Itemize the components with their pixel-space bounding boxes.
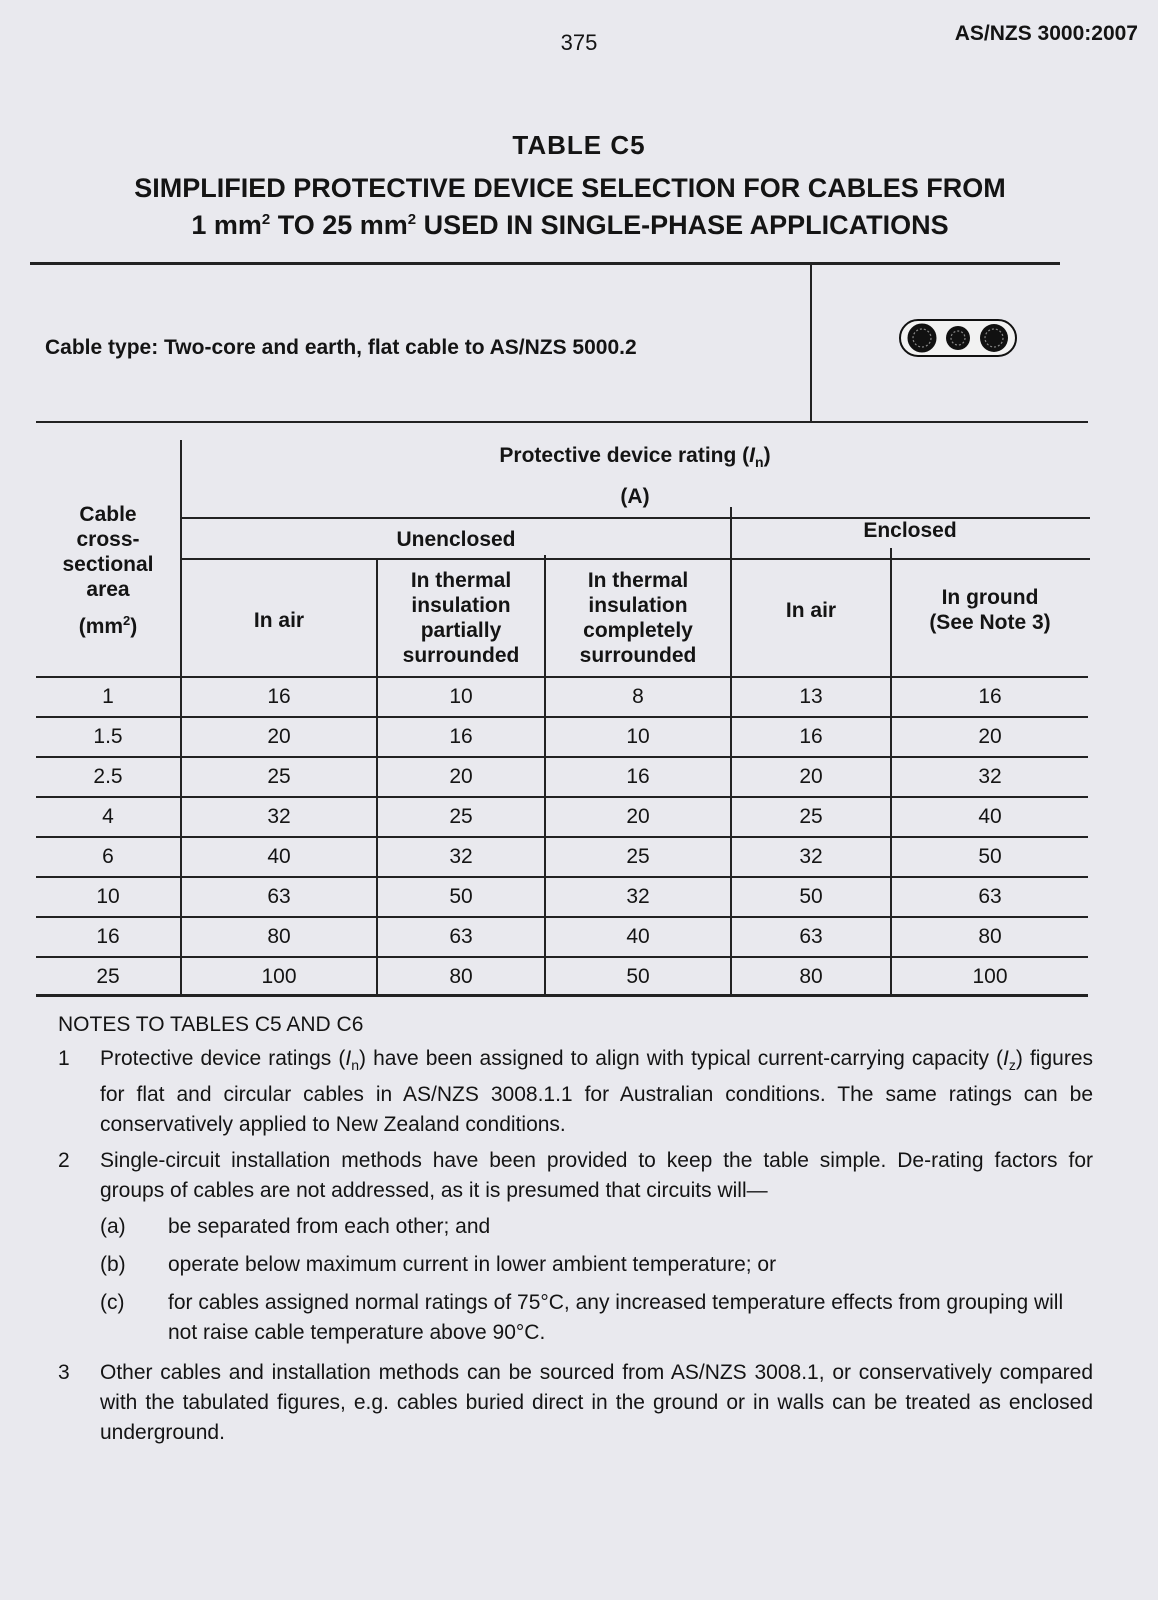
note-1 xyxy=(58,1044,1093,1140)
rating-header-sub: n xyxy=(755,454,764,471)
cell-complete: 8 xyxy=(632,685,644,708)
cell-unenclosed-air: 32 xyxy=(267,805,291,828)
cell-partial: 25 xyxy=(449,805,473,828)
col-header-enclosed-air: In air xyxy=(785,598,837,622)
rating-header xyxy=(182,436,1088,516)
complete-label-1: In thermal xyxy=(587,569,689,592)
cell-area: 25 xyxy=(96,965,120,988)
rating-header-a: Protective device rating ( xyxy=(499,444,750,468)
cell-enclosed-air: 80 xyxy=(799,965,823,988)
cell-complete: 10 xyxy=(626,725,650,748)
cell-partial: 32 xyxy=(449,845,473,868)
complete-label-3: completely xyxy=(583,619,693,642)
subtitle-text-b: TO 25 mm xyxy=(270,210,408,240)
subtitle-sup-1: 2 xyxy=(261,211,271,228)
cell-complete: 32 xyxy=(626,885,650,908)
area-unit-b: ) xyxy=(130,614,138,638)
cell-area: 1.5 xyxy=(93,725,123,748)
rating-header-b: ) xyxy=(763,444,771,468)
group-enclosed: Enclosed xyxy=(863,518,957,542)
cell-area: 10 xyxy=(96,885,120,908)
col-header-partial xyxy=(378,560,544,676)
note-1-number: 1 xyxy=(58,1047,70,1070)
note-1-i2: I xyxy=(1003,1047,1009,1070)
cell-partial: 16 xyxy=(449,725,473,748)
cell-unenclosed-air: 20 xyxy=(267,725,291,748)
table-header-top-rule xyxy=(36,421,1088,423)
table-subtitle xyxy=(40,172,1100,241)
cell-unenclosed-air: 16 xyxy=(267,685,291,708)
table-subtitle-line2 xyxy=(40,204,1100,241)
note-2-item-c-label: (c) xyxy=(100,1291,125,1315)
complete-label-4: surrounded xyxy=(579,644,697,667)
cell-enclosed-air: 32 xyxy=(799,845,823,868)
group-unenclosed: Unenclosed xyxy=(396,527,516,551)
area-unit xyxy=(79,608,138,639)
note-2-item-c-text: for cables assigned normal ratings of 75°C, any increased temperature effects from grouping will not raise cable temperature above 90°C. xyxy=(168,1291,1064,1345)
rating-header-i: I xyxy=(749,444,756,468)
notes-section xyxy=(58,1010,1093,1454)
note-3-number: 3 xyxy=(58,1361,70,1385)
area-label-2: cross- xyxy=(76,527,140,551)
cell-area: 2.5 xyxy=(93,765,123,788)
note-2 xyxy=(58,1146,1093,1206)
cell-area: 16 xyxy=(96,925,120,948)
col-header-in-air: In air xyxy=(253,608,305,632)
area-label-3: sectional xyxy=(62,552,154,576)
partial-label-4: surrounded xyxy=(402,644,520,667)
note-3-text: Other cables and installation methods can be sourced from AS/NZS 3008.1, or conservatively compared with the tabulated figures, e.g. cables buried direct in the ground or in walls can be treated as enclosed underground. xyxy=(100,1361,1093,1445)
table-title: TABLE C5 xyxy=(512,130,646,160)
ground-label-1: In ground xyxy=(941,586,1039,609)
note-2-item-a-label: (a) xyxy=(100,1215,126,1239)
cell-unenclosed-air: 80 xyxy=(267,925,291,948)
note-1-sub2: z xyxy=(1008,1057,1016,1074)
cell-area: 1 xyxy=(102,685,114,708)
partial-label-1: In thermal xyxy=(410,569,512,592)
complete-label-2: insulation xyxy=(588,594,688,617)
cell-unenclosed-air: 25 xyxy=(267,765,291,788)
cell-partial: 10 xyxy=(449,685,473,708)
cell-complete: 50 xyxy=(626,965,650,988)
cell-partial: 80 xyxy=(449,965,473,988)
area-unit-sup: 2 xyxy=(123,612,131,628)
ground-label-2: (See Note 3) xyxy=(929,611,1051,634)
note-2-text: Single-circuit installation methods have been provided to keep the table simple. De-rating factors for groups of cables are not addressed, as it is presumed that circuits will— xyxy=(100,1149,1093,1203)
cell-enclosed-air: 16 xyxy=(799,725,823,748)
cell-enclosed-air: 50 xyxy=(799,885,823,908)
area-unit-a: (mm xyxy=(78,614,124,638)
cell-ground: 32 xyxy=(978,765,1002,788)
cell-enclosed-air: 20 xyxy=(799,765,823,788)
note-2-item-a xyxy=(100,1212,1093,1242)
page-number: 375 xyxy=(560,30,598,55)
cell-unenclosed-air: 40 xyxy=(267,845,291,868)
col-header-complete xyxy=(546,560,730,676)
rating-unit: (A) xyxy=(620,484,650,508)
partial-label-2: insulation xyxy=(411,594,511,617)
cell-unenclosed-air: 63 xyxy=(267,885,291,908)
subtitle-text-a: 1 mm xyxy=(191,210,262,240)
subtitle-sup-2: 2 xyxy=(407,211,417,228)
cable-box-top-rule xyxy=(30,262,1060,265)
cell-ground: 100 xyxy=(972,965,1008,988)
note-2-item-a-text: be separated from each other; and xyxy=(168,1215,491,1239)
cell-ground: 40 xyxy=(978,805,1002,828)
cell-ground: 63 xyxy=(978,885,1002,908)
cell-enclosed-air: 63 xyxy=(799,925,823,948)
cable-type-label: Cable type: Two-core and earth, flat cable to AS/NZS 5000.2 xyxy=(45,336,637,359)
cell-ground: 20 xyxy=(978,725,1002,748)
notes-title: NOTES TO TABLES C5 AND C6 xyxy=(58,1013,364,1036)
cell-complete: 25 xyxy=(626,845,650,868)
cell-ground: 50 xyxy=(978,845,1002,868)
note-1-text xyxy=(100,1044,1093,1140)
note-1-b: ) have been assigned to align with typical current-carrying capacity ( xyxy=(359,1047,1004,1070)
cell-enclosed-air: 25 xyxy=(799,805,823,828)
col-header-ground xyxy=(892,570,1088,650)
flat-cable-icon xyxy=(898,316,1018,360)
note-3 xyxy=(58,1358,1093,1448)
note-1-a: Protective device ratings ( xyxy=(100,1047,346,1070)
note-2-item-b xyxy=(100,1250,1093,1280)
partial-label-3: partially xyxy=(420,619,502,642)
cell-area: 4 xyxy=(102,805,114,828)
standard-reference: AS/NZS 3000:2007 xyxy=(954,22,1138,45)
note-2-item-b-label: (b) xyxy=(100,1253,126,1277)
table-subtitle-line1: SIMPLIFIED PROTECTIVE DEVICE SELECTION FOR CABLES FROM xyxy=(134,173,1006,203)
cable-box-divider xyxy=(810,262,812,422)
cell-partial: 20 xyxy=(449,765,473,788)
note-1-i1: I xyxy=(345,1047,352,1070)
col-header-area xyxy=(36,480,180,660)
cell-complete: 20 xyxy=(626,805,650,828)
cell-area: 6 xyxy=(102,845,114,868)
rating-header-text xyxy=(499,443,770,475)
cell-ground: 16 xyxy=(978,685,1002,708)
area-label-4: area xyxy=(86,577,130,601)
cell-partial: 50 xyxy=(449,885,473,908)
cell-enclosed-air: 13 xyxy=(799,685,823,708)
cell-complete: 40 xyxy=(626,925,650,948)
cell-complete: 16 xyxy=(626,765,650,788)
note-1-c: ) figures for flat and circular cables in AS/NZS 3008.1.1 for Australian conditions. The same ratings can be conservatively applied to New Zealand conditions. xyxy=(100,1047,1094,1137)
note-1-sub1: n xyxy=(351,1057,360,1074)
cell-unenclosed-air: 100 xyxy=(261,965,297,988)
cell-partial: 63 xyxy=(449,925,473,948)
note-2-item-b-text: operate below maximum current in lower ambient temperature; or xyxy=(168,1253,777,1277)
cell-ground: 80 xyxy=(978,925,1002,948)
note-2-item-c xyxy=(100,1288,1093,1348)
note-2-number: 2 xyxy=(58,1149,70,1173)
area-label-1: Cable xyxy=(79,502,137,526)
subtitle-text-c: USED IN SINGLE-PHASE APPLICATIONS xyxy=(416,210,949,240)
